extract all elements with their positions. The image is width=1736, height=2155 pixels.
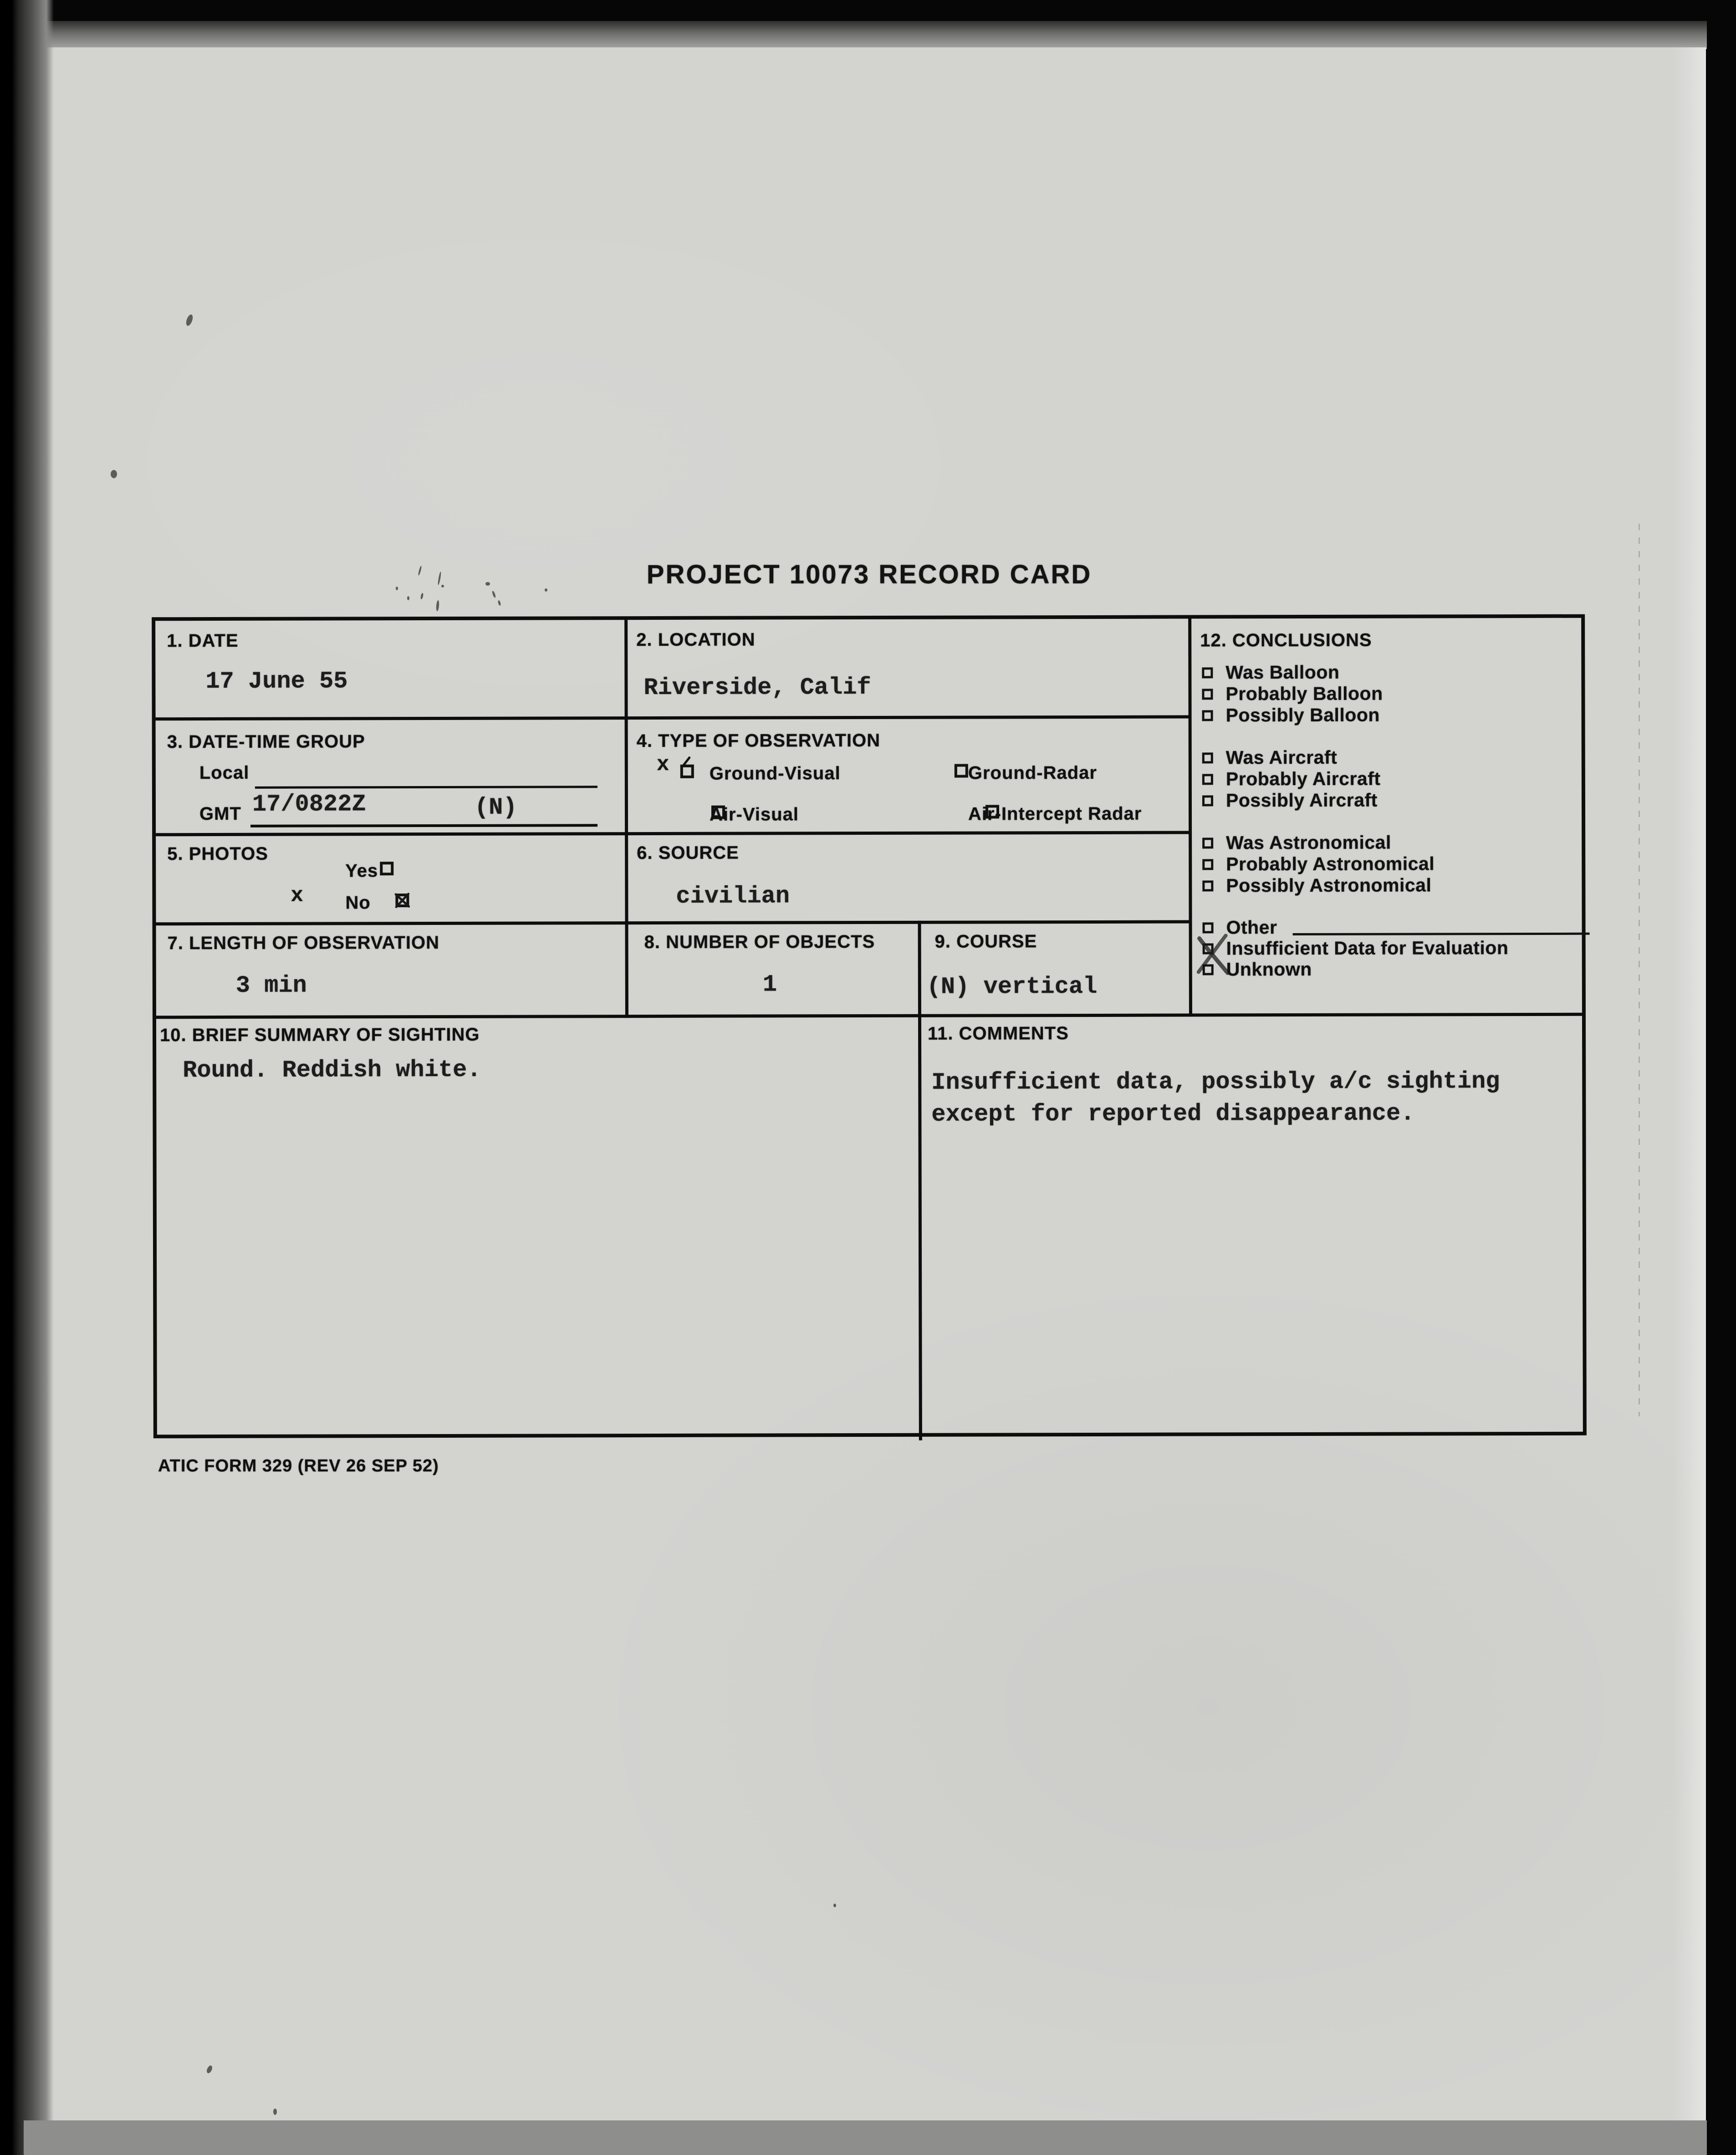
page-title: PROJECT 10073 RECORD CARD xyxy=(646,560,1092,589)
checkbox-probably-astronomical xyxy=(1202,859,1213,870)
comments-line-2: except for reported disappearance. xyxy=(931,1100,1415,1128)
typed-x-mark: x xyxy=(291,883,304,908)
option-label-ground-visual: Ground-Visual xyxy=(709,763,841,784)
ink-speck xyxy=(407,596,409,600)
other-underline xyxy=(1292,919,1589,935)
field-label-date-time-group: 3. DATE-TIME GROUP xyxy=(167,731,365,752)
rule xyxy=(624,620,628,1018)
conclusion-label: Was Balloon xyxy=(1225,661,1340,683)
conclusion-item xyxy=(1202,746,1589,769)
conclusion-item xyxy=(1202,853,1589,875)
checkbox-probably-aircraft xyxy=(1202,774,1213,785)
conclusion-label: Probably Aircraft xyxy=(1225,768,1381,790)
checkbox-ground-radar xyxy=(955,764,968,778)
conclusion-item xyxy=(1202,704,1589,726)
field-value-source: civilian xyxy=(676,883,790,910)
checkbox-other xyxy=(1203,922,1214,933)
gmt-underline xyxy=(250,824,597,827)
field-value-location: Riverside, Calif xyxy=(643,674,871,702)
field-value-date: 17 June 55 xyxy=(205,668,348,695)
field-value-course: (N) vertical xyxy=(926,973,1098,1001)
checkbox-was-astronomical xyxy=(1202,837,1213,848)
rule xyxy=(156,920,1191,926)
gmt-value: 17/0822Z xyxy=(252,791,366,818)
ink-speck xyxy=(273,2109,277,2115)
field-label-length-of-observation: 7. LENGTH OF OBSERVATION xyxy=(167,932,440,954)
rule xyxy=(156,715,1190,721)
field-value-brief-summary: Round. Reddish white. xyxy=(183,1056,481,1084)
checkbox-was-balloon xyxy=(1202,667,1213,678)
conclusion-item xyxy=(1203,937,1590,960)
checkbox-photos-yes xyxy=(380,862,393,875)
conclusion-label: Probably Astronomical xyxy=(1226,853,1435,875)
scan-edge-bottom xyxy=(24,2120,1707,2155)
conclusion-item xyxy=(1202,768,1589,790)
field-label-photos: 5. PHOTOS xyxy=(167,843,268,864)
conclusion-item xyxy=(1202,832,1589,854)
checkbox-possibly-astronomical xyxy=(1202,880,1213,891)
local-label: Local xyxy=(199,762,250,783)
paper-crease xyxy=(1639,524,1640,1416)
paper-edge-curl xyxy=(1673,47,1706,2122)
ink-speck xyxy=(833,1904,836,1907)
conclusion-item xyxy=(1202,789,1589,812)
conclusion-item xyxy=(1202,916,1589,939)
conclusion-label: Was Aircraft xyxy=(1225,746,1338,768)
field-label-type-of-observation: 4. TYPE OF OBSERVATION xyxy=(636,730,881,751)
option-label-no: No xyxy=(345,893,371,913)
rule xyxy=(156,831,1190,837)
local-underline xyxy=(255,786,597,789)
rule xyxy=(156,1013,1582,1019)
field-value-length-of-observation: 3 min xyxy=(235,972,307,999)
option-label-air-intercept-radar: Air-Intercept Radar xyxy=(968,803,1142,824)
checkbox-ground-visual xyxy=(680,765,694,778)
conclusion-label: Other xyxy=(1226,917,1277,938)
field-label-location: 2. LOCATION xyxy=(636,629,756,650)
field-value-number-of-objects: 1 xyxy=(762,971,777,998)
field-label-brief-summary: 10. BRIEF SUMMARY OF SIGHTING xyxy=(159,1024,480,1046)
conclusion-item xyxy=(1202,874,1589,897)
gmt-label: GMT xyxy=(199,803,241,824)
field-label-number-of-objects: 8. NUMBER OF OBJECTS xyxy=(644,931,875,953)
typed-x-mark: x xyxy=(656,752,669,776)
checkbox-was-aircraft xyxy=(1202,752,1213,763)
scan-edge-top xyxy=(36,21,1707,49)
conclusion-label: Probably Balloon xyxy=(1225,683,1383,705)
option-label-air-visual: Air-Visual xyxy=(709,804,799,825)
rule xyxy=(918,921,922,1440)
scan-edge-left xyxy=(0,0,54,2155)
record-card xyxy=(152,614,1587,1439)
comments-line-1: Insufficient data, possibly a/c sighting xyxy=(931,1068,1500,1096)
field-label-comments: 11. COMMENTS xyxy=(927,1023,1069,1044)
conclusion-label: Was Astronomical xyxy=(1226,832,1391,853)
ink-speck xyxy=(111,470,117,478)
conclusions-list xyxy=(1198,618,1591,1014)
conclusion-label: Unknown xyxy=(1226,958,1312,980)
check-mark xyxy=(682,756,691,766)
gmt-note: (N) xyxy=(474,794,517,821)
option-label-yes: Yes xyxy=(345,861,378,881)
rule xyxy=(1188,619,1192,1017)
conclusion-item xyxy=(1203,958,1590,980)
field-label-course: 9. COURSE xyxy=(934,931,1037,952)
conclusion-label: Insufficient Data for Evaluation xyxy=(1226,937,1509,959)
field-label-conclusions: 12. CONCLUSIONS xyxy=(1200,630,1372,651)
checkbox-possibly-balloon xyxy=(1202,710,1213,721)
checkbox-photos-no xyxy=(395,894,409,907)
conclusion-label: Possibly Balloon xyxy=(1225,704,1380,726)
field-label-source: 6. SOURCE xyxy=(637,843,739,863)
conclusion-item xyxy=(1202,683,1589,705)
option-label-ground-radar: Ground-Radar xyxy=(968,762,1098,783)
conclusion-item xyxy=(1202,661,1589,684)
checkbox-insufficient-data xyxy=(1203,943,1214,954)
conclusion-label: Possibly Astronomical xyxy=(1226,874,1432,896)
field-label-date: 1. DATE xyxy=(167,630,239,651)
checkbox-unknown xyxy=(1203,964,1214,975)
checkbox-possibly-aircraft xyxy=(1202,795,1213,806)
checkbox-probably-balloon xyxy=(1202,689,1213,700)
conclusion-label: Possibly Aircraft xyxy=(1225,789,1378,811)
form-number: ATIC FORM 329 (REV 26 SEP 52) xyxy=(158,1456,439,1476)
